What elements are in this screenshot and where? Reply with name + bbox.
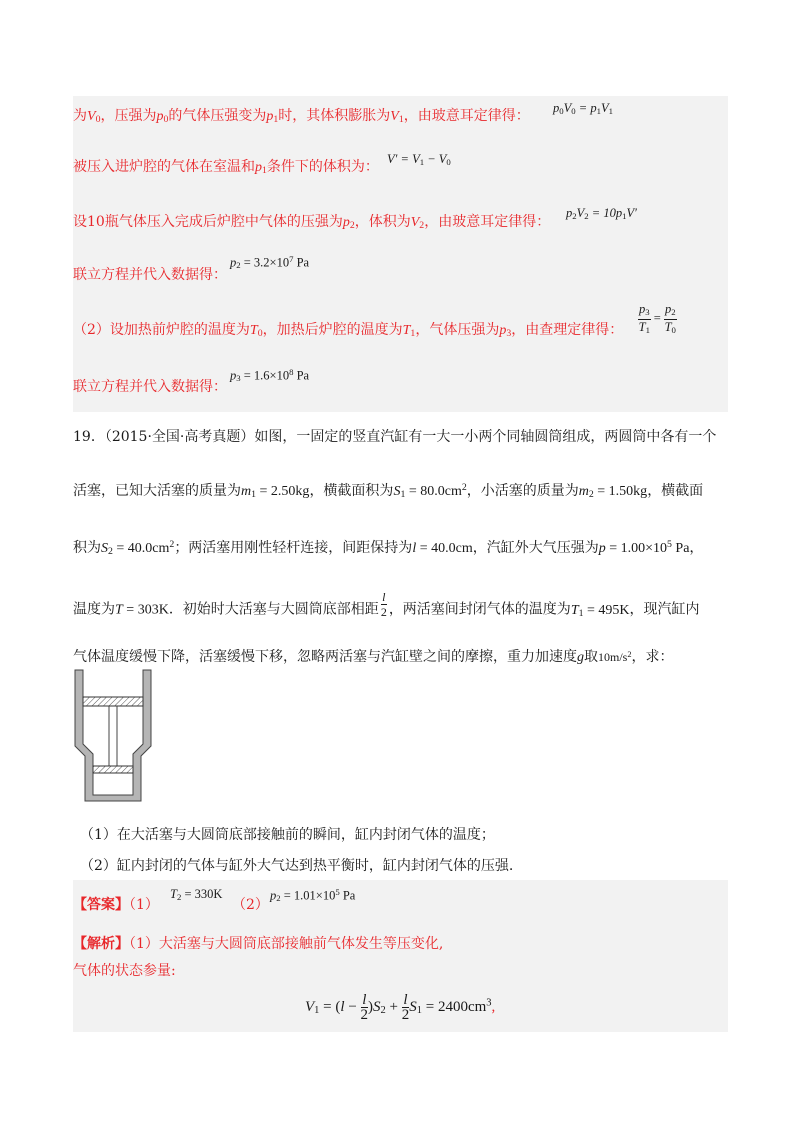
problem-line-5: 气体温度缓慢下降，活塞缓慢下移，忽略两活塞与汽缸壁之间的摩擦，重力加速度g取$10m/s^2$，求： bbox=[73, 649, 674, 666]
equation-volume: $V' = V_1 - V_0$ bbox=[387, 152, 451, 167]
question-1: （1）在大活塞与大圆筒底部接触前的瞬间，缸内封闭气体的温度； bbox=[80, 827, 495, 843]
large-piston bbox=[83, 697, 143, 706]
solution-line-3: 设10瓶气体压入完成后炉腔中气体的压强为$p_2$，体积为$V_2$，由玻意耳定律得： bbox=[73, 214, 551, 231]
analysis-line-1: 【解析】（1）大活塞与大圆筒底部接触前气体发生等压变化, bbox=[73, 936, 444, 952]
problem-line-4: 温度为T = 303K．初始时大活塞与大圆筒底部相距 $\frac{l}{2}$ ，两活塞间封闭气体的温度为$T_1 = 495K$，现汽缸内 bbox=[73, 590, 700, 619]
solution-line-1: 为$V_0$，压强为$p_0$的气体压强变为$p_1$时，其体积膨胀为$V_1$，由玻意耳定律得： bbox=[73, 108, 530, 125]
equation-boyle-1: $p_0V_0 = p_1V_1$ bbox=[553, 101, 613, 116]
equation-v1: $V_1 = (l$ − $\frac{l}{2}$ )$S_2$ + $\frac{l}{2}$ $S_1 = 2400cm^3$, bbox=[305, 992, 496, 1023]
result-p2: $p_2 = 3.2\times 10^7$ Pa bbox=[230, 254, 310, 271]
problem-line-1: 19．（2015·全国·高考真题）如图，一固定的竖直汽缸有一大一小两个同轴圆筒组成，两圆筒中各有一个 bbox=[73, 429, 717, 445]
problem-line-2: 活塞，已知大活塞的质量为$m_1 = 2.50kg$，横截面积为$S_1 = 80.0cm^2$，小活塞的质量为$m_2 = 1.50kg$，横截面 bbox=[73, 482, 704, 500]
result-p3: $p_3 = 1.6\times 10^8$ Pa bbox=[230, 367, 310, 384]
cylinder-wall bbox=[75, 670, 151, 801]
solution-line-5: （2）设加热前炉腔的温度为$T_0$，加热后炉腔的温度为$T_1$，气体压强为$p_3$，由查理定律得： bbox=[73, 322, 624, 339]
answer-line: 【答案】（1） bbox=[73, 897, 159, 913]
cylinder-diagram bbox=[73, 668, 163, 803]
problem-line-3: 积为$S_2 = 40.0cm^2$；两活塞用刚性轻杆连接，间距保持为l = 40.0cm，汽缸外大气压强为$p = 1.00\times 10^5$ Pa， bbox=[73, 539, 704, 557]
equation-boyle-2: $p_2V_2 = 10p_1V'$ bbox=[566, 206, 637, 221]
answer-part-2: （2） bbox=[232, 897, 269, 913]
small-piston bbox=[93, 766, 133, 773]
solution-line-2: 被压入进炉腔的气体在室温和$p_1$条件下的体积为： bbox=[73, 159, 379, 176]
solution-block-top bbox=[73, 96, 728, 412]
question-2: （2）缸内封闭的气体与缸外大气达到热平衡时，缸内封闭气体的压强. bbox=[80, 858, 514, 874]
solution-line-4: 联立方程并代入数据得： bbox=[73, 267, 227, 283]
analysis-line-2: 气体的状态参量: bbox=[73, 963, 176, 979]
equation-charles: $\frac{p_3}{T_1}$ = $\frac{p_2}{T_0}$ bbox=[638, 302, 676, 335]
solution-line-6: 联立方程并代入数据得： bbox=[73, 379, 227, 395]
answer-p2: $p_2 = 1.01\times 10^5$ Pa bbox=[270, 887, 356, 904]
answer-t2: $T_2 = 330K$ bbox=[170, 887, 223, 902]
